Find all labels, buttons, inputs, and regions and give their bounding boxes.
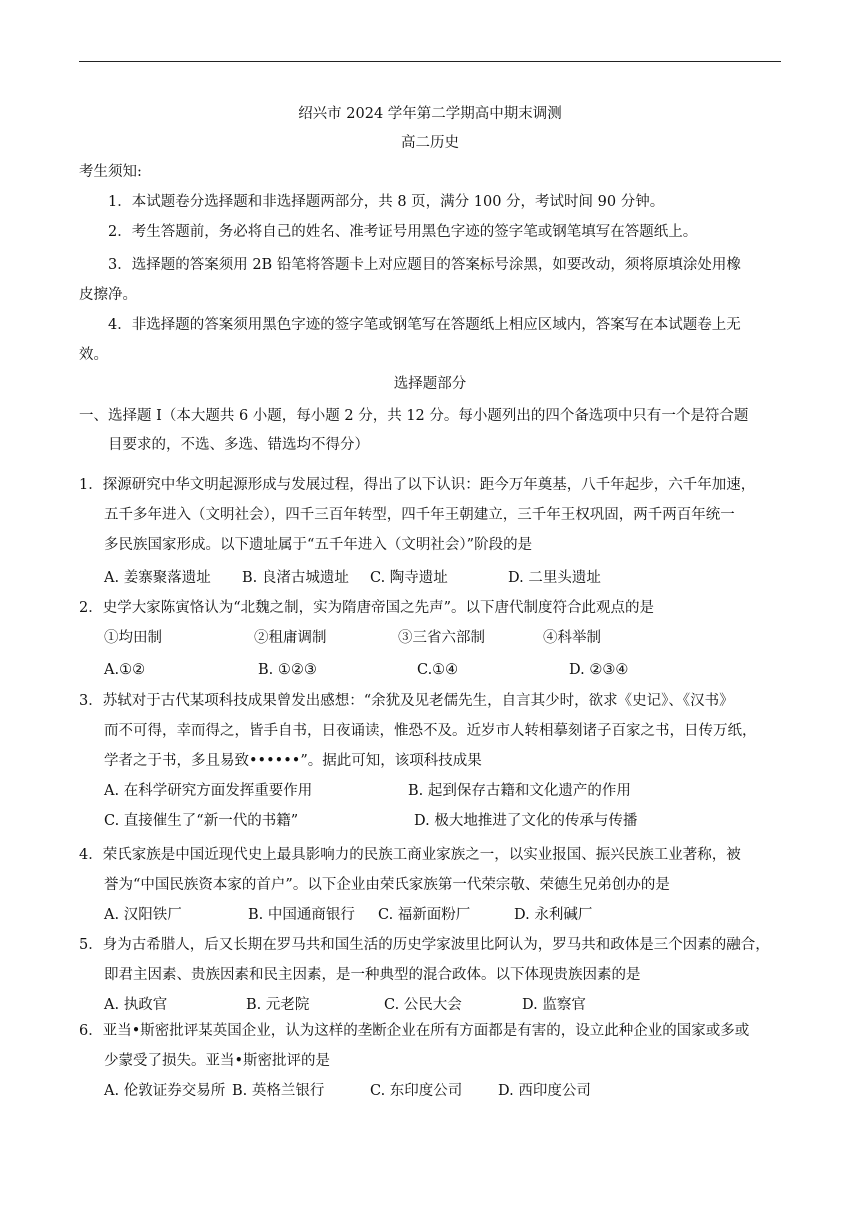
q6-option-a: A. 伦敦证券交易所	[104, 1083, 226, 1099]
q3-option-b: B. 起到保存古籍和文化遗产的作用	[408, 783, 631, 799]
q1-option-b: B. 良渚古城遗址	[242, 570, 349, 586]
exam-subject: 高二历史	[401, 135, 459, 151]
q1-stem-line3: 多民族国家形成。以下遗址属于“五千年进入（文明社会）”阶段的是	[104, 537, 533, 553]
q5-stem-line1: 5．身为古希腊人，后又长期在罗马共和国生活的历史学家波里比阿认为，罗马共和政体是三个因素的融合，	[79, 937, 770, 953]
q4-stem-line2: 誉为“中国民族资本家的首户”。以下企业由荣氏家族第一代荣宗敬、荣德生兄弟创办的是	[104, 877, 670, 893]
q3-option-d: D. 极大地推进了文化的传承与传播	[414, 813, 638, 829]
q2-option-a: A.①②	[104, 662, 146, 678]
q1-stem-line2: 五千多年进入（文明社会），四千三百年转型，四千年王朝建立，三千年王权巩固，两千两百年统一	[104, 507, 735, 523]
notice-item-4-cont: 效。	[79, 347, 108, 363]
notice-item-4: 4．非选择题的答案须用黑色字迹的签字笔或钢笔写在答题纸上相应区域内，答案写在本试题卷上无	[108, 317, 741, 333]
q4-stem-line1: 4．荣氏家族是中国近现代史上最具影响力的民族工商业家族之一，以实业报国、振兴民族工业著称，被	[79, 847, 741, 863]
q5-option-a: A. 执政官	[104, 997, 168, 1013]
q2-option-c: C.①④	[417, 662, 459, 678]
notice-item-2: 2．考生答题前，务必将自己的姓名、准考证号用黑色字迹的签字笔或钢笔填写在答题纸上。	[108, 224, 698, 240]
q3-stem-line2: 而不可得，幸而得之，皆手自书，日夜诵读，惟恐不及。近岁市人转相摹刻诸子百家之书，日传万纸，	[104, 723, 757, 739]
header-rule	[79, 61, 781, 62]
q5-option-b: B. 元老院	[246, 997, 310, 1013]
q4-option-c: C. 福新面粉厂	[378, 907, 471, 923]
q5-option-d: D. 监察官	[522, 997, 586, 1013]
q5-option-c: C. 公民大会	[384, 997, 462, 1013]
q1-stem-line1: 1．探源研究中华文明起源形成与发展过程，得出了以下认识：距今万年奠基，八千年起步，六千年加速，	[79, 477, 756, 493]
section-title: 选择题部分	[393, 376, 467, 392]
q5-stem-line2: 即君主因素、贵族因素和民主因素，是一种典型的混合政体。以下体现贵族因素的是	[104, 967, 641, 983]
q6-option-b: B. 英格兰银行	[232, 1083, 325, 1099]
q6-stem-line1: 6．亚当•斯密批评某英国企业，认为这样的垄断企业在所有方面都是有害的，设立此种企业的国家或多或	[79, 1023, 750, 1039]
q2-option-b: B. ①②③	[258, 662, 317, 678]
q2-item-1: ①均田制	[104, 630, 162, 646]
q3-stem-line1: 3．苏轼对于古代某项科技成果曾发出感想：“余犹及见老儒先生，自言其少时，欲求《史记》、《汉书》	[79, 693, 734, 709]
q3-option-c: C. 直接催生了“新一代的书籍”	[104, 813, 299, 829]
notice-item-1: 1．本试题卷分选择题和非选择题两部分，共 8 页，满分 100 分，考试时间 90 分钟。	[108, 194, 665, 210]
q2-item-4: ④科举制	[543, 630, 601, 646]
notice-heading: 考生须知:	[79, 164, 142, 180]
q4-option-d: D. 永利碱厂	[514, 907, 593, 923]
q2-option-d: D. ②③④	[569, 662, 629, 678]
q4-option-b: B. 中国通商银行	[248, 907, 355, 923]
q1-option-d: D. 二里头遗址	[508, 570, 601, 586]
section-instructions-cont: 目要求的，不选、多选、错选均不得分）	[108, 437, 369, 453]
q1-option-a: A. 姜寨聚落遗址	[104, 570, 211, 586]
q3-stem-line3: 学者之于书，多且易致••••••”。据此可知，该项科技成果	[104, 753, 482, 769]
q1-option-c: C. 陶寺遗址	[370, 570, 448, 586]
notice-item-3: 3．选择题的答案须用 2B 铅笔将答题卡上对应题目的答案标号涂黑，如要改动，须将原填涂处用橡	[108, 257, 741, 273]
q6-option-d: D. 西印度公司	[498, 1083, 591, 1099]
exam-title: 绍兴市 2024 学年第二学期高中期末调测	[298, 106, 562, 122]
q6-stem-line2: 少蒙受了损失。亚当•斯密批评的是	[104, 1053, 331, 1069]
q2-stem: 2．史学大家陈寅恪认为“北魏之制，实为隋唐帝国之先声”。以下唐代制度符合此观点的是	[79, 600, 655, 616]
q3-option-a: A. 在科学研究方面发挥重要作用	[104, 783, 313, 799]
notice-item-3-cont: 皮擦净。	[79, 287, 137, 303]
q2-item-2: ②租庸调制	[254, 630, 327, 646]
q6-option-c: C. 东印度公司	[370, 1083, 463, 1099]
section-instructions: 一、选择题 I（本大题共 6 小题，每小题 2 分，共 12 分。每小题列出的四个备选项中只有一个是符合题	[79, 408, 749, 424]
q2-item-3: ③三省六部制	[398, 630, 485, 646]
q4-option-a: A. 汉阳铁厂	[104, 907, 182, 923]
